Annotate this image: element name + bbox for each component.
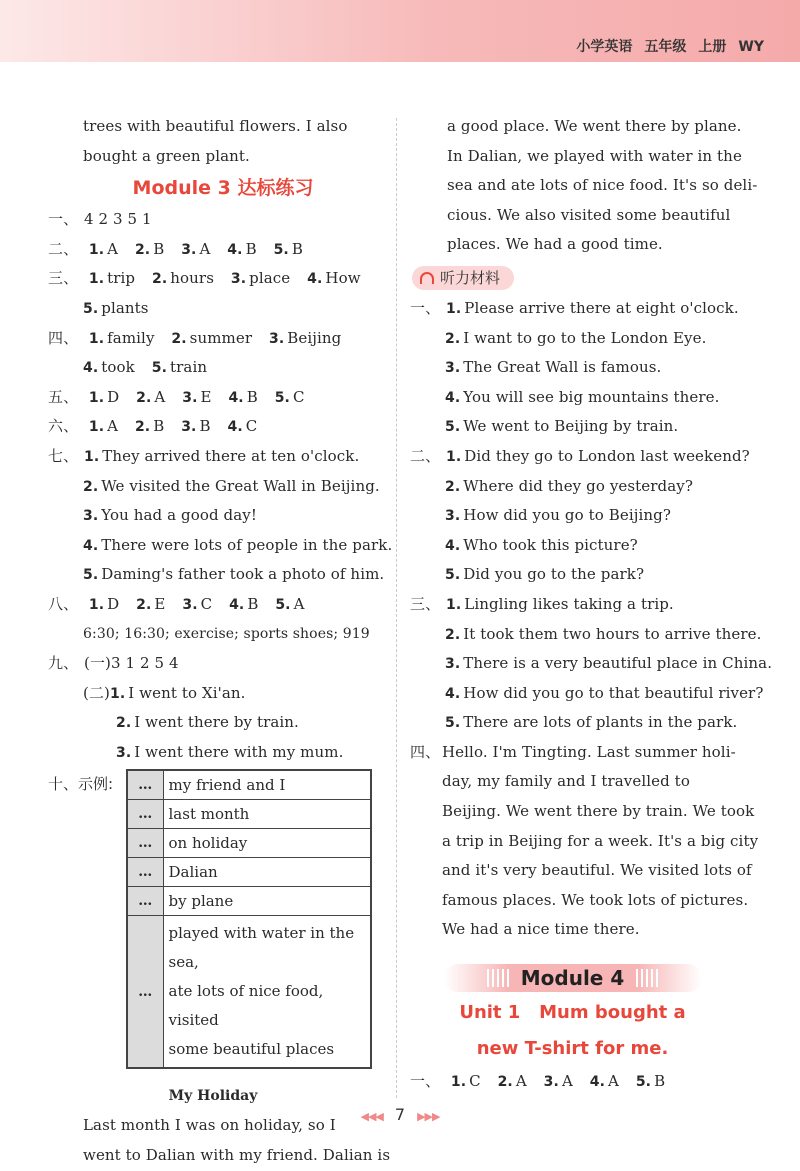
arrow-right-icon: ▶▶▶ [417, 1110, 440, 1123]
item-text: Where did they go yesterday? [463, 476, 693, 495]
section-num: 二、 [48, 239, 79, 258]
example-label: 示例: [78, 775, 114, 794]
item-num: 1. [88, 241, 105, 258]
item-num: 1. [110, 685, 126, 702]
item-answer: B [291, 239, 303, 258]
table-row [127, 916, 371, 1069]
item-text: There are lots of plants in the park. [463, 713, 738, 732]
section-7-line-5 [48, 560, 385, 590]
item-answer: D [107, 594, 120, 613]
item-num: 4. [227, 241, 243, 258]
sub-label: (二) [83, 683, 111, 702]
ellipsis-cell: … [127, 829, 163, 858]
ellipsis-cell: … [127, 800, 163, 829]
section-1 [48, 205, 378, 235]
item-answer: A [515, 1072, 527, 1091]
item-num: 1. [88, 419, 105, 436]
section-num: 一、 [410, 298, 441, 317]
section-9 [48, 649, 378, 679]
ellipsis-cell: … [127, 858, 163, 887]
item-num: 2. [136, 389, 152, 406]
item-answer: E [200, 387, 212, 406]
module4-title: Module 4 [520, 966, 625, 991]
item-answer: How [325, 269, 361, 288]
item-answer: C [469, 1072, 481, 1091]
item-num: 3. [445, 656, 461, 673]
item-num: 3. [445, 360, 461, 377]
listen-3-line-2 [410, 620, 762, 650]
listen-4-line-3: Beijing. We went there by train. We took [442, 802, 755, 821]
listen-4-line-5: and it's very beautiful. We visited lots of [442, 861, 752, 880]
listen-1-line-4 [410, 383, 735, 413]
item-num: 4. [227, 419, 243, 436]
section-3-cont [48, 294, 378, 324]
section-6 [48, 412, 378, 442]
listen-4-line-1 [410, 738, 735, 768]
item-num: 3. [445, 508, 461, 525]
item-text: There is a very beautiful place in China. [463, 654, 773, 673]
item-num: 2. [134, 419, 151, 436]
arrow-left-icon: ◀◀◀ [360, 1110, 383, 1123]
item-answer: Daming's father took a photo of him. [101, 565, 385, 584]
item-num: 4. [83, 360, 99, 377]
item-answer: train [170, 358, 208, 377]
item-num: 4. [445, 537, 461, 554]
section-7-line-2 [48, 472, 378, 502]
section-9-sub2-line-1 [48, 679, 378, 709]
item-answer: Beijing [287, 328, 342, 347]
intro-line-1: trees with beautiful flowers. I also [83, 117, 348, 135]
module4-bar [444, 964, 702, 992]
item-answer: place [249, 269, 291, 288]
item-num: 2. [134, 241, 151, 258]
item-num: 1. [88, 596, 105, 613]
section-text: 4 2 3 5 1 [84, 210, 152, 229]
item-answer: You had a good day! [101, 506, 257, 525]
item-num: 3. [230, 271, 247, 288]
item-num: 2. [83, 478, 99, 495]
passage-line: Hello. I'm Tingting. Last summer holi- [442, 742, 736, 761]
module3-title: Module 3 达标练习 [132, 177, 314, 200]
item-text: Please arrive there at eight o'clock. [464, 298, 739, 317]
item-num: 5. [635, 1074, 652, 1091]
item-answer: summer [189, 328, 253, 347]
ellipsis-cell: … [127, 770, 163, 800]
essay-cont-3: sea and ate lots of nice food. It's so deli- [447, 176, 758, 195]
page-number: 7 [394, 1105, 406, 1124]
item-num: 3. [116, 744, 132, 761]
unit-title-line-2: new T-shirt for me. [476, 1038, 669, 1060]
section-7-line-1 [48, 442, 378, 472]
item-num: 1. [84, 448, 100, 465]
item-num: 5. [275, 596, 291, 613]
item-answer: C [200, 594, 213, 613]
item-answer: They arrived there at ten o'clock. [102, 446, 360, 465]
item-num: 5. [151, 360, 167, 377]
item-num: 2. [445, 330, 461, 347]
item-answer: C [245, 417, 258, 436]
item-text: The Great Wall is famous. [463, 358, 662, 377]
item-answer: A [154, 387, 166, 406]
header-edition: WY [738, 39, 764, 55]
section-9-sub1: (一)3 1 2 5 4 [84, 654, 179, 673]
item-text: It took them two hours to arrive there. [463, 624, 762, 643]
item-answer: We visited the Great Wall in Beijing. [101, 476, 380, 495]
item-num: 4. [589, 1074, 606, 1091]
item-answer: I went there by train. [134, 713, 299, 732]
section-num: 二、 [410, 446, 441, 465]
item-text: How did you go to Beijing? [463, 506, 671, 525]
item-answer: B [153, 239, 165, 258]
page-footer [0, 1105, 800, 1124]
section-num: 一、 [48, 210, 79, 229]
item-num: 2. [152, 271, 168, 288]
section-num: 三、 [410, 594, 441, 613]
item-num: 4. [445, 685, 461, 702]
item-text: We went to Beijing by train. [463, 417, 679, 436]
page-header [0, 0, 800, 62]
essay-cont-2: In Dalian, we played with water in the [447, 146, 742, 165]
section-num: 七、 [48, 446, 79, 465]
item-answer: B [654, 1072, 666, 1091]
section-num: 三、 [48, 269, 79, 288]
right-column [410, 112, 773, 1097]
listen-2-line-2 [410, 472, 735, 502]
section-num: 十、 [48, 775, 79, 794]
item-num: 5. [445, 419, 461, 436]
listen-2-line-5 [410, 560, 735, 590]
cell-line: ate lots of nice food, visited [168, 982, 324, 1030]
section-8-extra: 6:30; 16:30; exercise; sports shoes; 919 [83, 625, 370, 642]
essay-cont-1: a good place. We went there by plane. [447, 117, 742, 135]
section-7-line-4 [48, 531, 393, 561]
stripes-decoration [636, 969, 658, 987]
table-cell: on holiday [163, 829, 371, 858]
item-num: 2. [497, 1074, 513, 1091]
item-answer: D [107, 387, 120, 406]
essay-cont-5: places. We had a good time. [447, 235, 663, 254]
item-answer: family [107, 328, 155, 347]
item-answer: took [101, 358, 135, 377]
item-answer: A [107, 239, 119, 258]
listen-2-line-1 [410, 442, 750, 472]
section-num: 六、 [48, 417, 79, 436]
section-4 [48, 324, 378, 354]
item-num: 5. [445, 567, 461, 584]
listen-4-line-4: a trip in Beijing for a week. It's a big city [442, 831, 759, 850]
section-8 [48, 590, 378, 620]
item-text: Did they go to London last weekend? [464, 446, 750, 465]
item-num: 3. [181, 419, 197, 436]
stripes-decoration [487, 969, 509, 987]
item-num: 5. [273, 241, 289, 258]
table-cell: Dalian [163, 858, 371, 887]
essay-line-2: went to Dalian with my friend. Dalian is [83, 1146, 391, 1165]
listen-1-line-2 [410, 324, 735, 354]
table-row [127, 829, 371, 858]
essay-cont-4: cious. We also visited some beautiful [447, 205, 731, 224]
item-answer: B [246, 387, 258, 406]
item-answer: B [247, 594, 259, 613]
item-num: 1. [450, 1074, 467, 1091]
listen-4-line-6: famous places. We took lots of pictures. [442, 890, 749, 909]
listen-1-line-5 [410, 412, 735, 442]
item-num: 3. [269, 330, 285, 347]
item-text: You will see big mountains there. [463, 387, 720, 406]
listen-3-line-1 [410, 590, 735, 620]
listen-3-line-4 [410, 679, 764, 709]
item-answer: E [154, 594, 166, 613]
listen-4-line-7: We had a nice time there. [442, 920, 640, 939]
item-num: 4. [229, 596, 245, 613]
section-3 [48, 264, 378, 294]
header-grade: 五年级 [644, 39, 687, 55]
table-cell-multiline [163, 916, 371, 1069]
item-num: 4. [307, 271, 323, 288]
section-5 [48, 383, 378, 413]
listen-2-line-3 [410, 501, 735, 531]
table-cell: last month [163, 800, 371, 829]
item-num: 2. [171, 330, 187, 347]
unit1-section-1 [410, 1067, 735, 1097]
essay-title: My Holiday [168, 1088, 258, 1105]
table-row [127, 858, 371, 887]
section-4-cont [48, 353, 378, 383]
table-cell: my friend and I [163, 770, 371, 800]
header-term: 上册 [698, 39, 727, 55]
section-7-line-3 [48, 501, 378, 531]
column-divider [396, 118, 397, 1098]
table-row [127, 800, 371, 829]
listening-badge [412, 266, 514, 290]
section-num: 四、 [48, 328, 79, 347]
table-cell: by plane [163, 887, 371, 916]
item-answer: plants [101, 298, 149, 317]
item-text: I want to go to the London Eye. [463, 328, 707, 347]
intro-line-2: bought a green plant. [83, 146, 250, 165]
item-answer: hours [170, 269, 215, 288]
section-num: 九、 [48, 654, 79, 673]
section-num: 五、 [48, 387, 79, 406]
section-9-sub2-line-2 [48, 708, 378, 738]
item-num: 4. [445, 389, 461, 406]
section-num: 四、 [410, 742, 441, 761]
item-answer: I went to Xi'an. [128, 683, 246, 702]
item-text: Lingling likes taking a trip. [464, 594, 674, 613]
item-num: 1. [446, 300, 462, 317]
item-num: 2. [445, 626, 461, 643]
item-answer: B [153, 417, 165, 436]
item-num: 5. [274, 389, 290, 406]
table-row [127, 770, 371, 800]
item-num: 5. [83, 300, 99, 317]
listen-3-line-5 [410, 708, 738, 738]
example-table [126, 769, 372, 1069]
item-num: 2. [445, 478, 461, 495]
headphones-icon [420, 272, 434, 284]
item-num: 3. [543, 1074, 559, 1091]
listen-1-line-3 [410, 353, 735, 383]
item-text: Who took this picture? [463, 535, 638, 554]
item-num: 1. [88, 389, 105, 406]
item-answer: A [608, 1072, 619, 1091]
ellipsis-cell: … [127, 916, 163, 1069]
item-num: 3. [181, 241, 197, 258]
ellipsis-cell: … [127, 887, 163, 916]
item-text: How did you go to that beautiful river? [463, 683, 764, 702]
item-num: 5. [445, 715, 461, 732]
item-num: 5. [83, 567, 99, 584]
item-answer: A [561, 1072, 573, 1091]
item-answer: A [107, 417, 119, 436]
table-row [127, 887, 371, 916]
item-num: 3. [83, 508, 99, 525]
item-num: 4. [228, 389, 244, 406]
listen-2-line-4 [410, 531, 735, 561]
left-column [48, 112, 393, 1171]
section-2 [48, 235, 378, 265]
item-num: 3. [182, 596, 198, 613]
section-10-label [48, 769, 126, 799]
essay-line-1: Last month I was on holiday, so I [83, 1116, 336, 1135]
listen-3-line-3 [410, 649, 773, 679]
item-answer: I went there with my mum. [134, 742, 344, 761]
module4-banner [410, 961, 735, 995]
item-num: 2. [136, 596, 152, 613]
cell-line: played with water in the sea, [168, 924, 355, 972]
item-answer: There were lots of people in the park. [101, 535, 393, 554]
item-answer: B [199, 417, 211, 436]
item-answer: A [293, 594, 305, 613]
item-text: Did you go to the park? [463, 565, 645, 584]
section-10 [48, 769, 378, 1069]
header-title [564, 36, 764, 56]
item-num: 2. [116, 715, 132, 732]
listen-1-line-1 [410, 294, 739, 324]
item-num: 3. [182, 389, 198, 406]
item-num: 1. [88, 330, 105, 347]
item-num: 1. [88, 271, 105, 288]
item-answer: trip [107, 269, 136, 288]
section-num: 八、 [48, 594, 79, 613]
item-answer: A [199, 239, 211, 258]
listen-4-line-2: day, my family and I travelled to [442, 772, 690, 791]
section-num: 一、 [410, 1072, 441, 1091]
item-num: 1. [446, 596, 462, 613]
item-answer: B [245, 239, 257, 258]
item-num: 4. [83, 537, 99, 554]
unit-title-line-1: Unit 1 Mum bought a [459, 1002, 686, 1024]
item-num: 1. [446, 448, 462, 465]
listening-label: 听力材料 [440, 268, 501, 287]
section-9-sub2-line-3 [48, 738, 378, 768]
cell-line: some beautiful places [168, 1040, 335, 1059]
header-subject: 小学英语 [576, 39, 633, 55]
item-answer: C [292, 387, 305, 406]
